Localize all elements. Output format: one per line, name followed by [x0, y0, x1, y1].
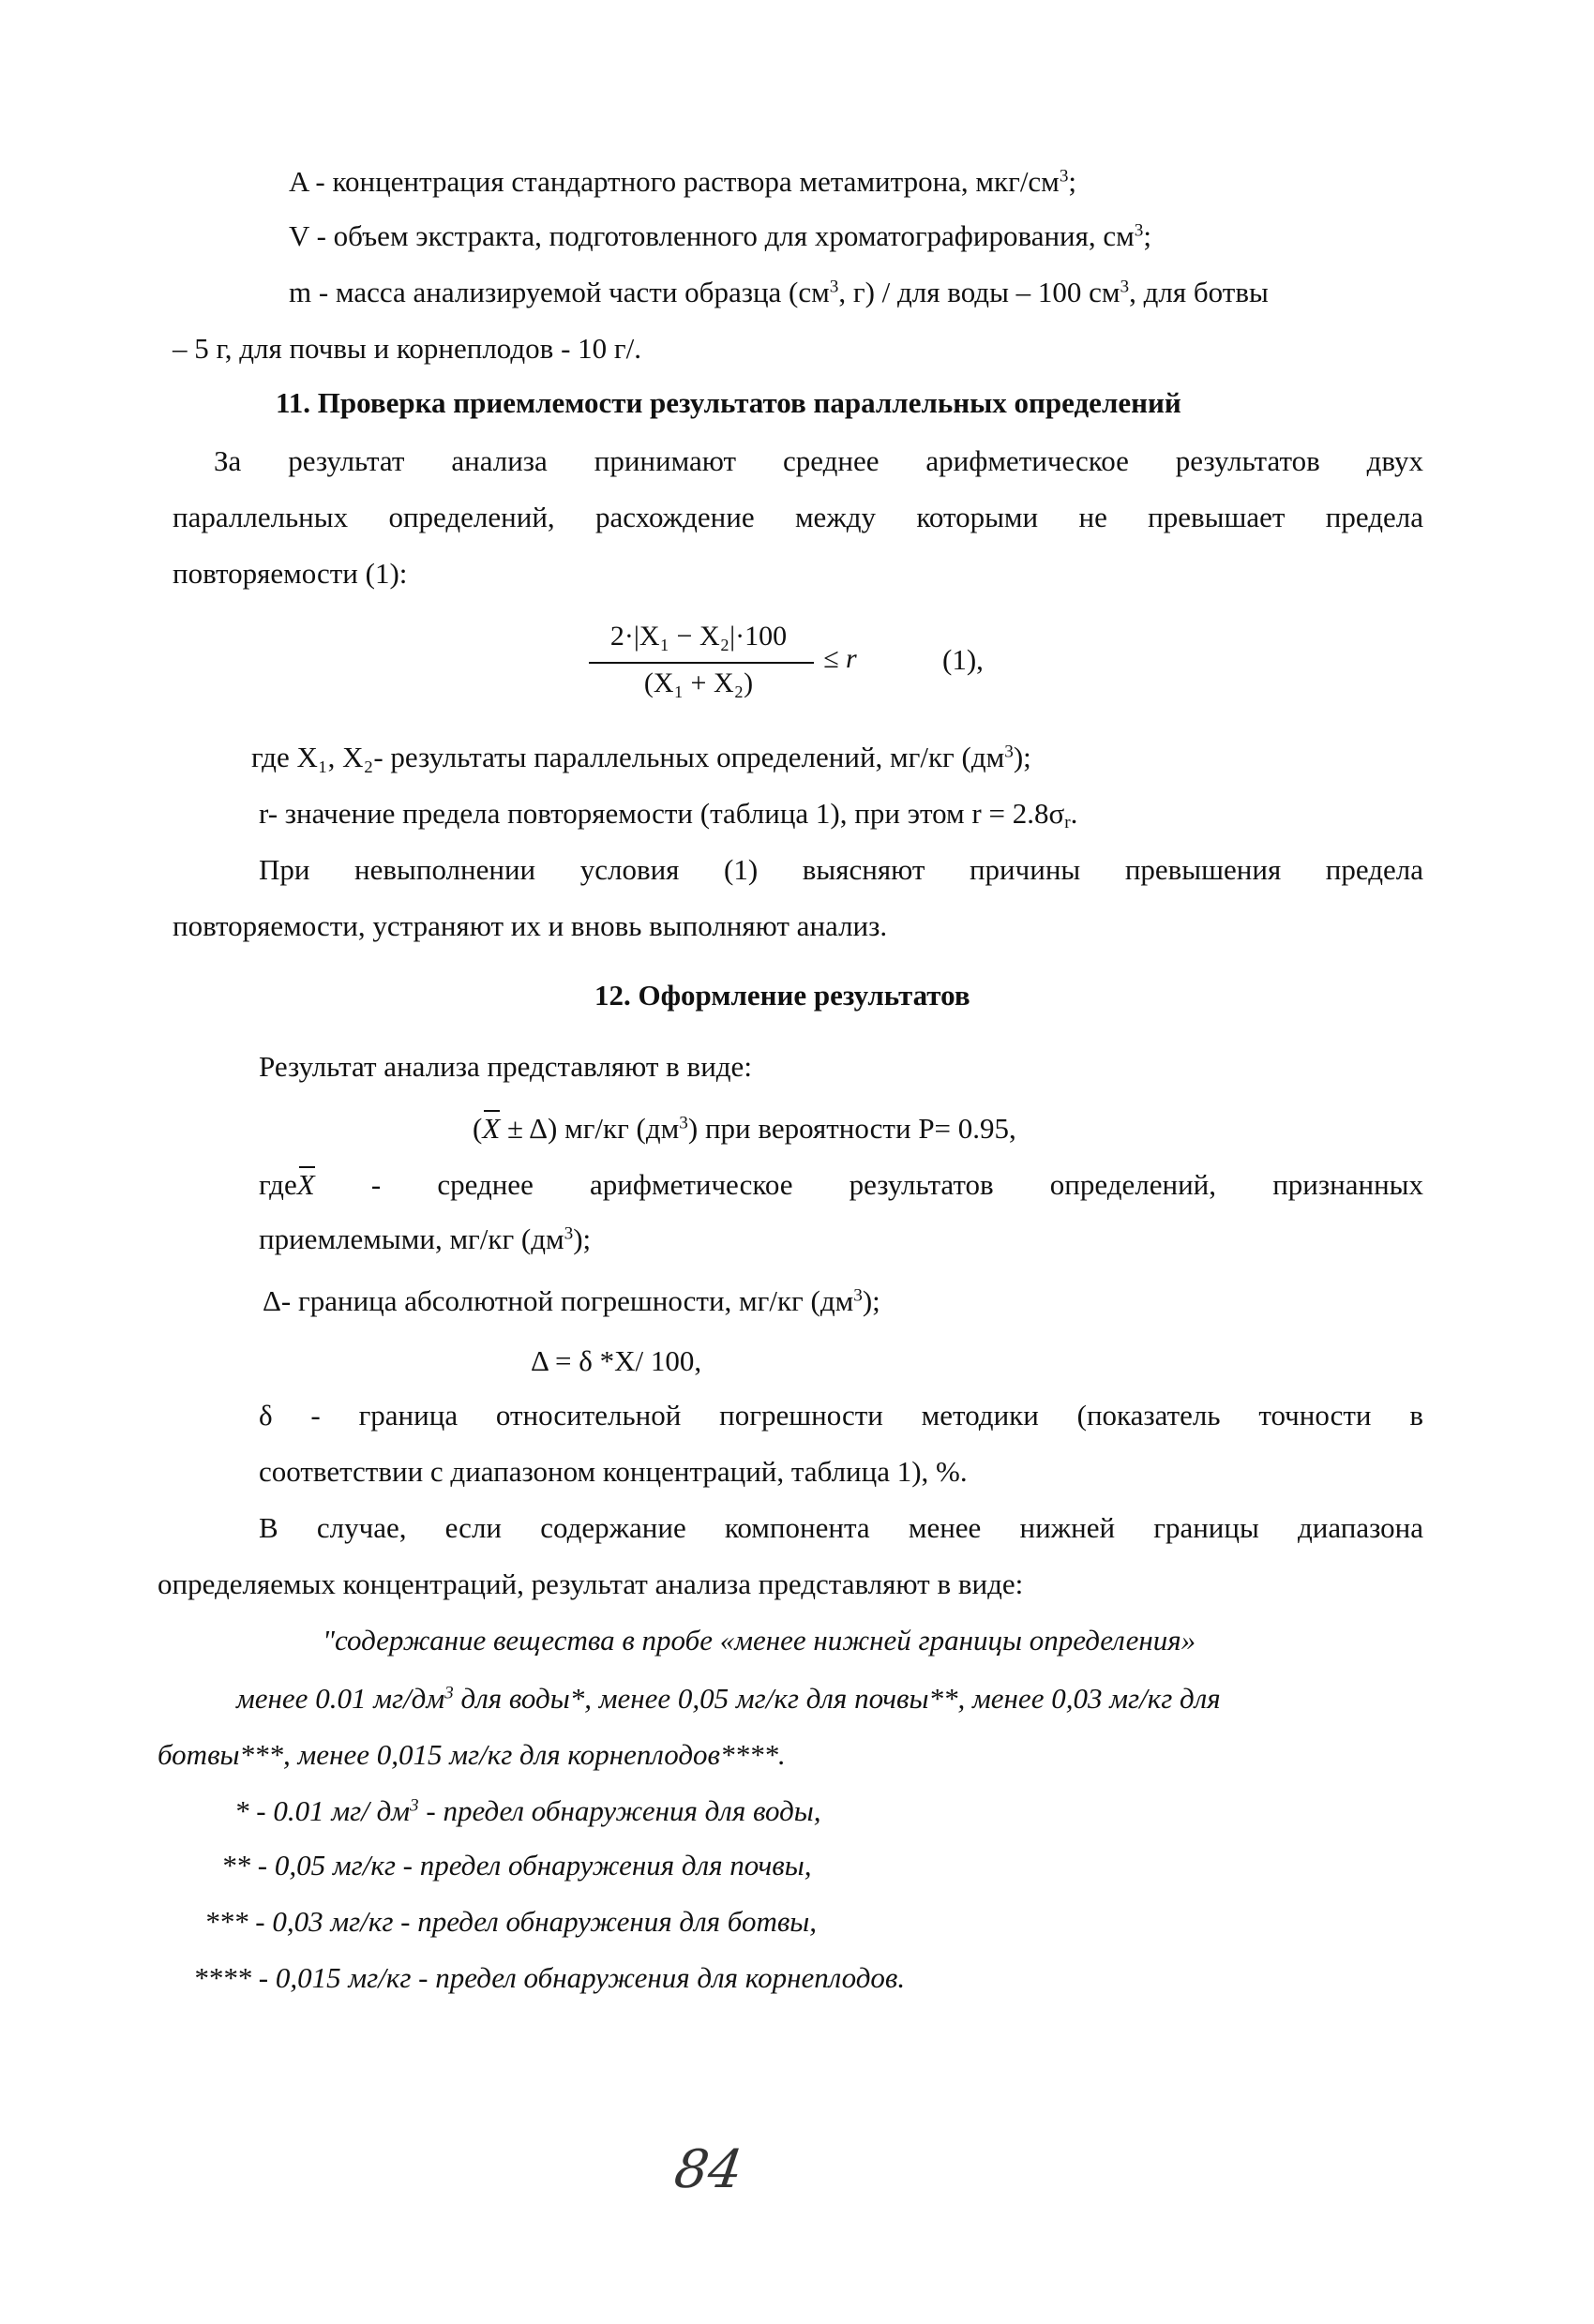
page-number: 84	[670, 2139, 746, 2200]
s11-para-line3: повторяемости (1):	[173, 557, 408, 590]
quote-line: "содержание вещества в пробе «менее нижней границы определения»	[323, 1624, 1196, 1657]
formula-numerator: 2·|X₁ − X₂|·100	[609, 621, 788, 652]
section-12-heading: 12. Оформление результатов	[594, 979, 970, 1012]
formula-denominator: (X₁ + X₂)	[643, 667, 754, 698]
limits-line1: менее 0.01 $мг/дм^3$ для воды*, менее 0,05 мг/кг для почвы**, менее 0,03 мг/кг для	[236, 1682, 1221, 1715]
delta-formula: Δ = δ *X/ 100,	[531, 1344, 702, 1377]
s11-para-line1: За результат анализа принимают среднее арифметическое результатов двух	[214, 444, 1423, 477]
where-mean-line2: приемлемыми, мг/кг $(дм^3)$;	[259, 1222, 592, 1255]
where-mean-line1: гдеX - среднее арифметическое результатов определений, признанных	[259, 1166, 1423, 1204]
section-11-heading: 11. Проверка приемлемости результатов параллельных определений	[276, 386, 1181, 419]
footnote-1: * - 0.01 мг/ $дм^3$ - предел обнаружения для воды,	[234, 1794, 821, 1827]
fraction-bar	[589, 662, 814, 664]
formula-relation: ≤ r	[823, 643, 857, 674]
footnote-2: ** - 0,05 мг/кг - предел обнаружения для почвы,	[221, 1849, 812, 1882]
s11-para-line2: параллельных определений, расхождение между которыми не превышает предела	[173, 501, 1423, 533]
delta-definition: Δ- граница абсолютной погрешности, мг/кг $(дм^3)$;	[263, 1284, 880, 1317]
rel-err-line1: δ - граница относительной погрешности методики (показатель точности в	[259, 1399, 1423, 1432]
mean-x-symbol-2: X	[297, 1166, 315, 1204]
mean-x-symbol: X	[482, 1110, 500, 1147]
result-format: (X ± Δ) мг/кг $(дм^3)$ при вероятности Р= 0.95,	[473, 1110, 1016, 1147]
low-line1: В случае, если содержание компонента менее нижней границы диапазона	[259, 1511, 1423, 1544]
def-A: A - концентрация стандартного раствора метамитрона, мкг/$см^3$;	[289, 165, 1077, 198]
where-x: где X₁, X₂- результаты параллельных определений, мг/кг $(дм^3)$;	[251, 741, 1031, 773]
fail-line1: При невыполнении условия (1) выясняют причины превышения предела	[259, 853, 1423, 886]
low-line2: определяемых концентраций, результат анализа представляют в виде:	[158, 1567, 1024, 1600]
footnote-4: **** - 0,015 мг/кг - предел обнаружения для корнеплодов.	[193, 1961, 906, 1994]
fail-line2: повторяемости, устраняют их и вновь выполняют анализ.	[173, 909, 888, 942]
def-V: V - объем экстракта, подготовленного для хроматографирования, $см^3$;	[289, 219, 1152, 252]
def-m: m - масса анализируемой части образца ($см^3$, г) / для воды – 100 $см^3$, для ботвы	[289, 276, 1269, 308]
limits-line2: ботвы***, менее 0,015 мг/кг для корнеплодов****.	[158, 1738, 786, 1771]
def-m-cont: – 5 г, для почвы и корнеплодов - 10 г/.	[173, 332, 641, 365]
repeatability-formula	[581, 619, 1013, 712]
rel-err-line2: соответствии с диапазоном концентраций, таблица 1), %.	[259, 1455, 968, 1488]
s12-intro: Результат анализа представляют в виде:	[259, 1050, 752, 1083]
footnote-3: *** - 0,03 мг/кг - предел обнаружения для ботвы,	[204, 1905, 818, 1938]
r-definition: r- значение предела повторяемости (таблица 1), при этом $r = 2.8\sigma_r$.	[259, 797, 1078, 832]
formula-number: (1),	[942, 643, 984, 676]
